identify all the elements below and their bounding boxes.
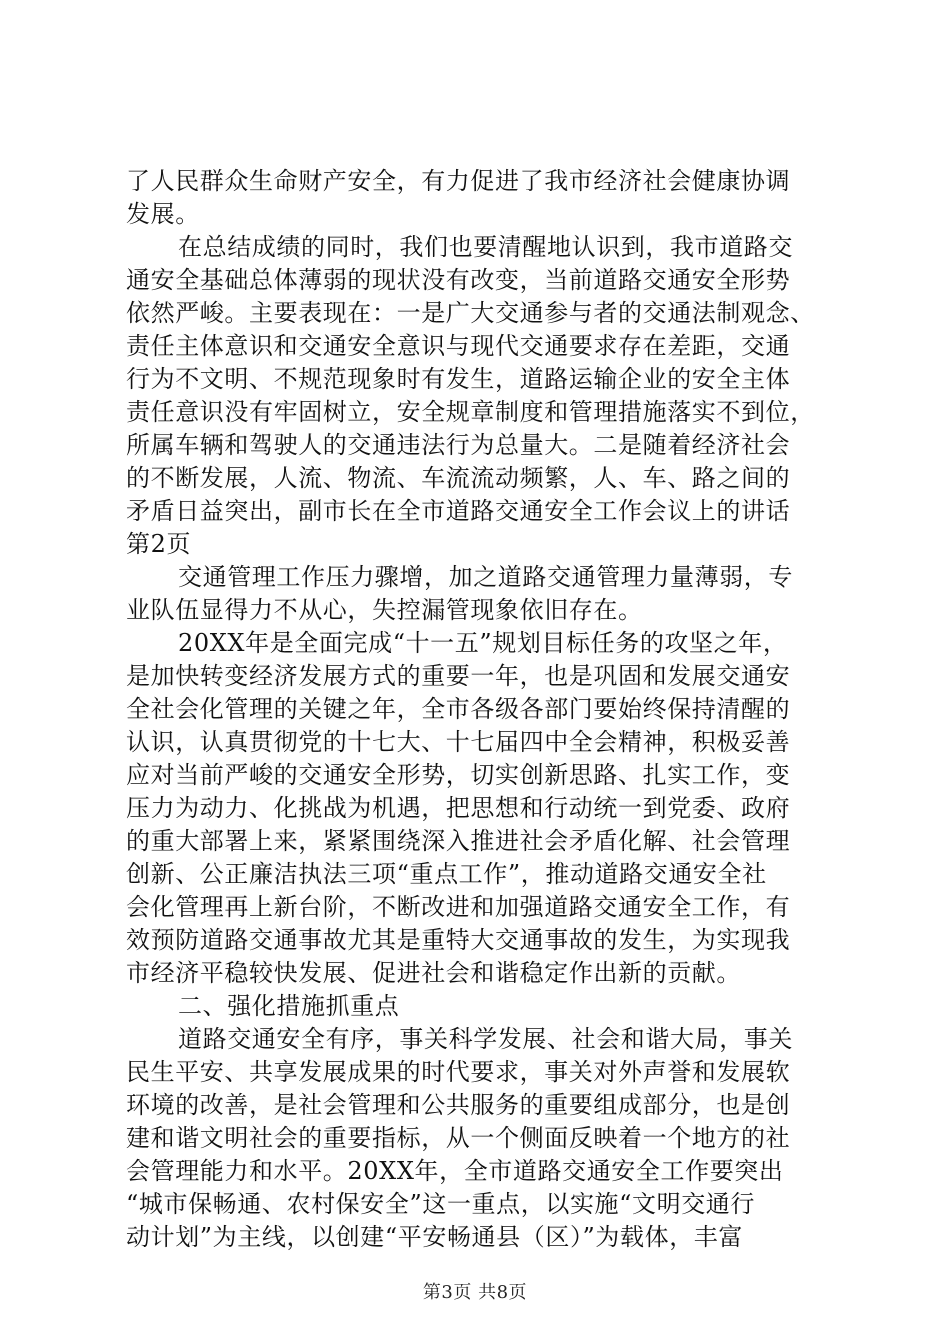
text-line: 交通管理工作压力骤增，加之道路交通管理力量薄弱，专 <box>178 563 793 591</box>
page-footer: 第3页 共8页 <box>422 1282 528 1303</box>
text-line: 民生平安、共享发展成果的时代要求，事关对外声誉和发展软 <box>126 1058 791 1086</box>
text-line: 动计划”为主线，以创建“平安畅通县（区）”为载体，丰富 <box>126 1223 744 1251</box>
text-line: 认识，认真贯彻党的十七大、十七届四中全会精神，积极妥善 <box>126 728 791 756</box>
text-line: “城市保畅通、农村保安全”这一重点，以实施“文明交通行 <box>126 1190 756 1218</box>
text-line: 应对当前严峻的交通安全形势，切实创新思路、扎实工作，变 <box>126 761 791 789</box>
text-line: 依然严峻。主要表现在：一是广大交通参与者的交通法制观念、 <box>126 299 815 327</box>
text-line: 会化管理再上新台阶，不断改进和加强道路交通安全工作，有 <box>126 893 791 921</box>
section-heading: 二、强化措施抓重点 <box>178 992 400 1020</box>
text-line: 全社会化管理的关键之年，全市各级各部门要始终保持清醒的 <box>126 695 791 723</box>
text-line: 压力为动力、化挑战为机遇，把思想和行动统一到党委、政府 <box>126 794 791 822</box>
text-line: 环境的改善，是社会管理和公共服务的重要组成部分，也是创 <box>126 1091 791 1119</box>
text-line: 矛盾日益突出，副市长在全市道路交通安全工作会议上的讲话 <box>126 497 791 525</box>
text-line: 在总结成绩的同时，我们也要清醒地认识到，我市道路交 <box>178 233 793 261</box>
text-line: 的重大部署上来，紧紧围绕深入推进社会矛盾化解、社会管理 <box>126 827 791 855</box>
text-line: 创新、公正廉洁执法三项“重点工作”，推动道路交通安全社 <box>126 860 767 888</box>
text-line: 责任主体意识和交通安全意识与现代交通要求存在差距，交通 <box>126 332 791 360</box>
text-line: 是加快转变经济发展方式的重要一年，也是巩固和发展交通安 <box>126 662 791 690</box>
text-line: 发展。 <box>126 200 200 228</box>
inline-page-marker: 第2页 <box>126 530 192 558</box>
text-line: 会管理能力和水平。20XX年，全市道路交通安全工作要突出 <box>126 1157 784 1185</box>
text-line: 市经济平稳较快发展、促进社会和谐稳定作出新的贡献。 <box>126 959 741 987</box>
text-line: 20XX年是全面完成“十一五”规划目标任务的攻坚之年， <box>178 629 788 657</box>
text-line: 行为不文明、不规范现象时有发生，道路运输企业的安全主体 <box>126 365 791 393</box>
text-line: 了人民群众生命财产安全，有力促进了我市经济社会健康协调 <box>126 167 791 195</box>
text-line: 效预防道路交通事故尤其是重特大交通事故的发生，为实现我 <box>126 926 791 954</box>
text-line: 业队伍显得力不从心，失控漏管现象依旧存在。 <box>126 596 643 624</box>
text-line: 建和谐文明社会的重要指标，从一个侧面反映着一个地方的社 <box>126 1124 791 1152</box>
text-line: 责任意识没有牢固树立，安全规章制度和管理措施落实不到位， <box>126 398 815 426</box>
text-line: 所属车辆和驾驶人的交通违法行为总量大。二是随着经济社会 <box>126 431 791 459</box>
text-line: 的不断发展，人流、物流、车流流动频繁，人、车、路之间的 <box>126 464 791 492</box>
document-body <box>126 165 831 1254</box>
text-line: 通安全基础总体薄弱的现状没有改变，当前道路交通安全形势 <box>126 266 791 294</box>
text-line: 道路交通安全有序，事关科学发展、社会和谐大局，事关 <box>178 1025 793 1053</box>
